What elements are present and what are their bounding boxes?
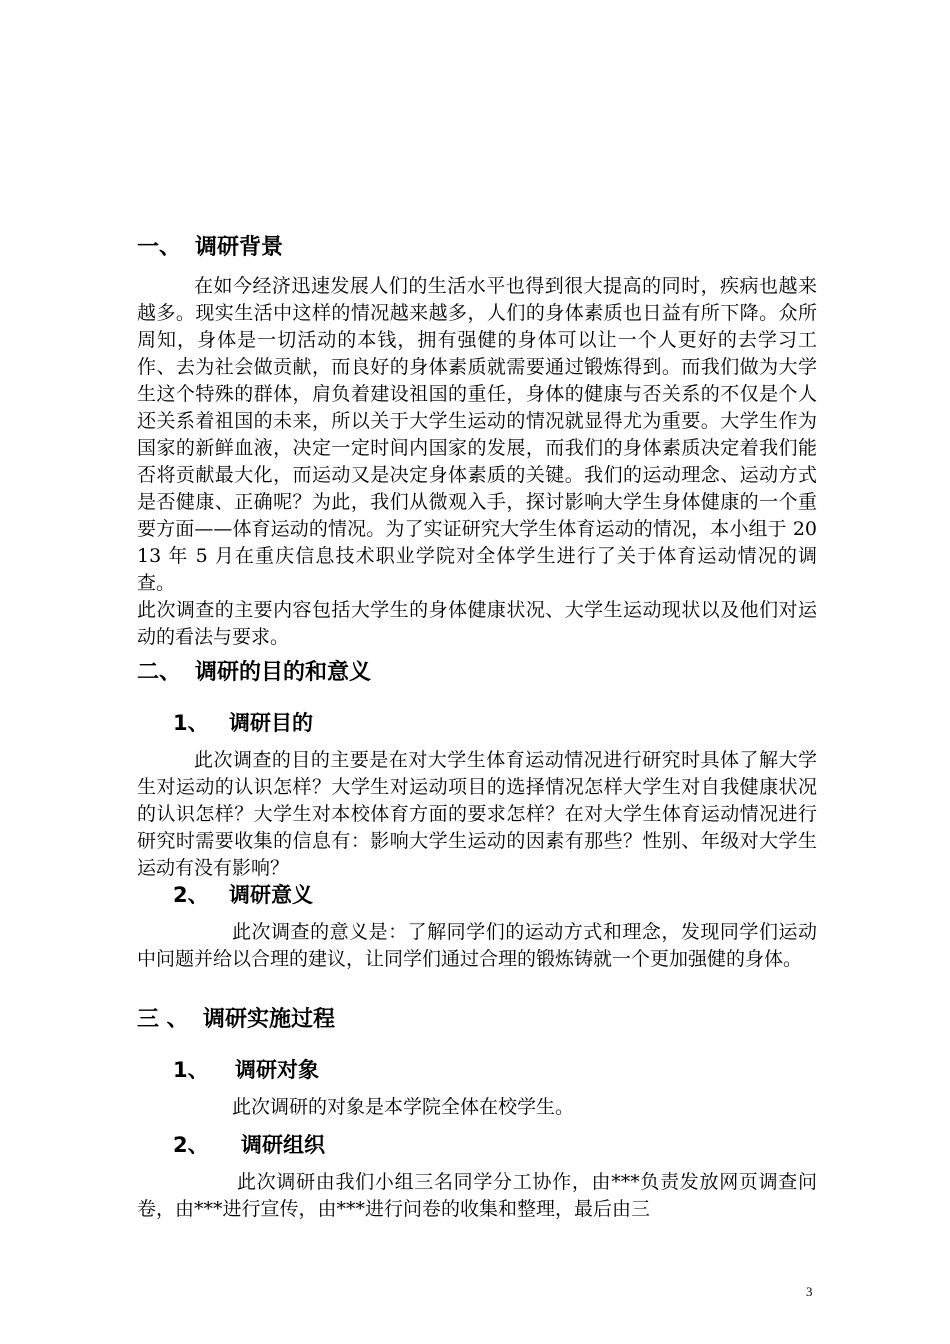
section-3-2-title: 调研组织	[241, 1133, 325, 1157]
section-2-2-title: 调研意义	[229, 883, 313, 907]
section-1-heading	[137, 233, 817, 263]
section-2-number: 二、	[137, 660, 182, 685]
section-1-paragraph-1: 在如今经济迅速发展人们的生活水平也得到很大提高的同时，疾病也越来越多。现实生活中这样的情况越来越多，人们的身体素质也日益有所下降。众所周知，身体是一切活动的本钱，拥有强健的身体可以让一个人更好的去学习工作、去为社会做贡献，而良好的身体素质就需要通过锻炼得到。而我们做为大学生这个特殊的群体，肩负着建设祖国的重任，身体的健康与否关系的不仅是个人还关系着祖国的未来，所以关于大学生运动的情况就显得尤为重要。大学生作为国家的新鲜血液，决定一定时间内国家的发展，而我们的身体素质决定着我们能否将贡献最大化，而运动又是决定身体素质的关键。我们的运动理念、运动方式是否健康、正确呢？为此，我们从微观入手，探讨影响大学生身体健康的一个重要方面——体育运动的情况。为了实证研究大学生体育运动的情况，本小组于 2013 年 5 月在重庆信息技术职业学院对全体学生进行了关于体育运动情况的调查。	[137, 275, 817, 594]
section-2-heading	[137, 658, 817, 688]
section-3-1-paragraph: 此次调研的对象是本学院全体在校学生。	[232, 1096, 575, 1118]
section-2-2-paragraph: 此次调查的意义是：了解同学们的运动方式和理念，发现同学们运动中问题并给以合理的建议，让同学们通过合理的锻炼铸就一个更加强健的身体。	[137, 921, 817, 970]
section-2-1-heading	[173, 708, 853, 738]
section-3-2-number: 2、	[173, 1133, 209, 1157]
section-2-1-number: 1、	[173, 711, 209, 735]
section-3-1-number: 1、	[173, 1058, 209, 1082]
page-number: 3	[806, 1284, 813, 1299]
section-3-title: 调研实施过程	[203, 1007, 336, 1032]
section-2-2-number: 2、	[173, 883, 209, 907]
section-2-title: 调研的目的和意义	[195, 660, 372, 685]
section-2-2-heading	[173, 880, 853, 910]
section-1-paragraph-2: 此次调查的主要内容包括大学生的身体健康状况、大学生运动现状以及他们对运动的看法与要求。	[137, 599, 817, 648]
section-3-number: 三 、	[137, 1007, 189, 1032]
section-3-heading	[137, 1005, 817, 1035]
section-2-1-paragraph: 此次调查的目的主要是在对大学生体育运动情况进行研究时具体了解大学生对运动的认识怎样？大学生对运动项目的选择情况怎样大学生对自我健康状况的认识怎样？大学生对本校体育方面的要求怎样？在对大学生体育运动情况进行研究时需要收集的信息有：影响大学生运动的因素有那些？性别、年级对大学生运动有没有影响？	[137, 749, 817, 879]
section-3-1-title: 调研对象	[235, 1058, 319, 1082]
section-3-2-paragraph: 此次调研由我们小组三名同学分工协作，由***负责发放网页调查问卷，由***进行宣传，由***进行问卷的收集和整理，最后由三	[137, 1171, 817, 1220]
section-2-1-title: 调研目的	[229, 711, 313, 735]
section-3-2-heading	[173, 1130, 853, 1160]
section-1-title: 调研背景	[195, 235, 284, 260]
section-1-number: 一、	[137, 235, 182, 260]
section-3-1-heading	[173, 1055, 853, 1085]
